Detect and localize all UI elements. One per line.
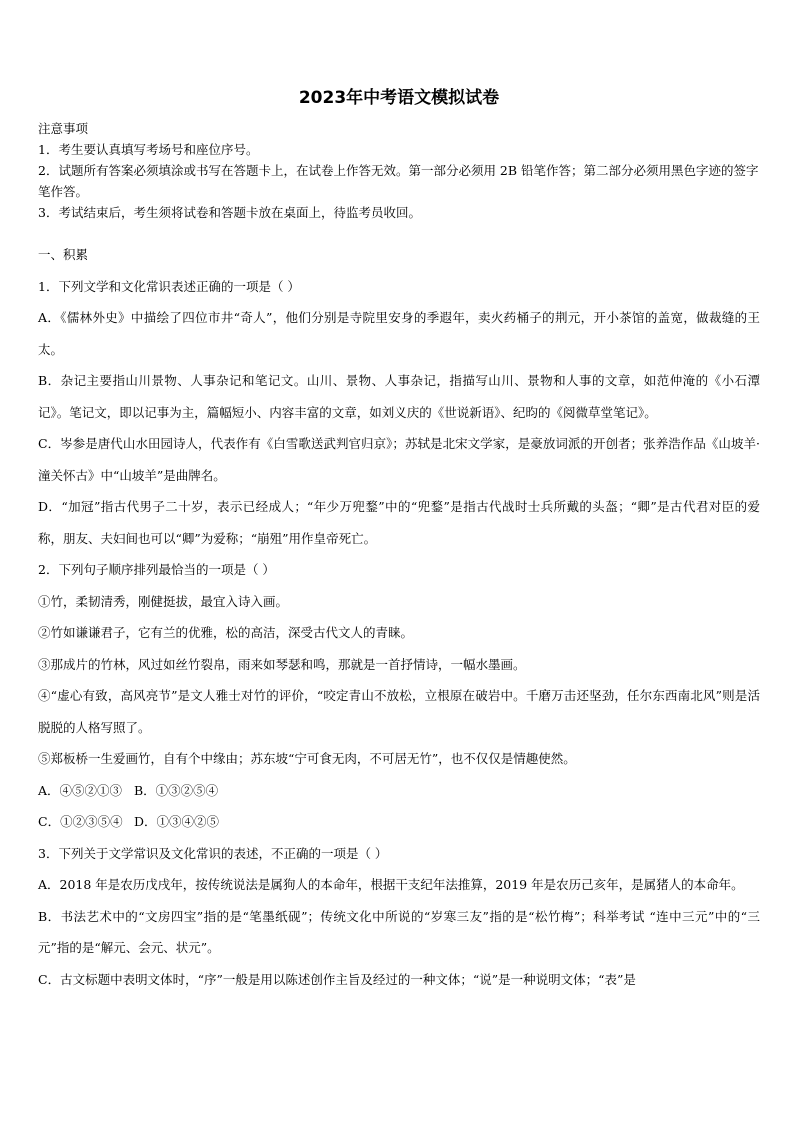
notice-item: 1．考生要认真填写考场号和座位序号。: [38, 142, 259, 157]
page-title: 2023年中考语文模拟试卷: [298, 88, 500, 108]
notice-heading: 注意事项: [38, 121, 89, 136]
question-2-stem: 2．下列句子顺序排列最恰当的一项是（ ）: [38, 562, 275, 577]
question-2-options-row-1: [38, 775, 760, 807]
notice-section: [38, 118, 760, 223]
question-1-option-b: B．杂记主要指山川景物、人事杂记和笔记文。山川、景物、人事杂记，指描写山川、景物和人事的文章，如范仲淹的《小石潭记》。笔记文，即以记事为主，篇幅短小、内容丰富的文章，如刘义庆的《世说新语》、纪昀的《阅微草堂笔记》。: [38, 373, 760, 420]
question-1-option-a: A．《儒林外史》中描绘了四位市井“奇人”，他们分别是寺院里安身的季遐年，卖火药桶子的荆元，开小茶馆的盖宽，做裁缝的王太。: [38, 310, 760, 357]
question-2-option-a: A．④⑤②①③: [38, 782, 123, 798]
question-list: [38, 239, 760, 995]
question-1-stem: 1．下列文学和文化常识表述正确的一项是（ ）: [38, 278, 300, 294]
notice-item: 2．试题所有答案必须填涂或书写在答题卡上，在试卷上作答无效。第一部分必须用 2B 铅笔作答；第二部分必须用黑色字迹的签字笔作答。: [38, 163, 759, 199]
question-2-options-row-2: [38, 806, 760, 838]
question-2-sentence-3: ③那成片的竹林，风过如丝竹裂帛，雨来如琴瑟和鸣，那就是一首抒情诗，一幅水墨画。: [38, 656, 526, 672]
question-2-option-d: D．①③④②⑤: [134, 814, 220, 829]
section-heading: 一、积累: [38, 247, 89, 262]
question-2-sentence-2: ②竹如谦谦君子，它有兰的优雅，松的高洁，深受古代文人的青睐。: [38, 625, 414, 640]
question-3-option-c: C．古文标题中表明文体时，“序”一般是用以陈述创作主旨及经过的一种文体；“说”是一种说明文体；“表”是: [38, 971, 636, 987]
question-1-option-d: D．“加冠”指古代男子二十岁，表示已经成人；“年少万兜鍪”中的“兜鍪”是指古代战时士兵所戴的头盔；“卿”是古代君对臣的爱称，朋友、夫妇间也可以“卿”为爱称；“崩殂”用作皇帝死亡。: [38, 499, 760, 546]
question-3-option-b: B．书法艺术中的“文房四宝”指的是“笔墨纸砚”；传统文化中所说的“岁寒三友”指的是“松竹梅”；科举考试 “连中三元”中的“三元”指的是“解元、会元、状元”。: [38, 908, 760, 955]
question-2-option-b: B．①③②⑤④: [134, 782, 219, 798]
question-3-stem: 3．下列关于文学常识及文化常识的表述，不正确的一项是（ ）: [38, 845, 388, 861]
question-2-sentence-5: ⑤郑板桥一生爱画竹，自有个中缘由；苏东坡“宁可食无肉，不可居无竹”，也不仅仅是情趣使然。: [38, 751, 576, 766]
question-3-option-a: A．2018 年是农历戊戌年，按传统说法是属狗人的本命年，根据干支纪年法推算，2019 年是农历己亥年，是属猪人的本命年。: [38, 877, 744, 892]
question-1-option-c: C．岑参是唐代山水田园诗人，代表作有《白雪歌送武判官归京》；苏轼是北宋文学家，是豪放词派的开创者；张养浩作品《山坡羊·潼关怀古》中“山坡羊”是曲牌名。: [38, 436, 760, 483]
notice-item: 3．考试结束后，考生须将试卷和答题卡放在桌面上，待监考员收回。: [38, 205, 421, 220]
question-2-option-c: C．①②③⑤④: [38, 814, 123, 829]
exam-page: [38, 86, 760, 995]
question-2-sentence-4: ④“虚心有致，高风亮节”是文人雅士对竹的评价，“咬定青山不放松，立根原在破岩中。千磨万击还坚劲，任尔东西南北风”则是活脱脱的人格写照了。: [38, 688, 760, 735]
question-2-sentence-1: ①竹，柔韧清秀，刚健挺拔，最宜入诗入画。: [38, 593, 289, 609]
